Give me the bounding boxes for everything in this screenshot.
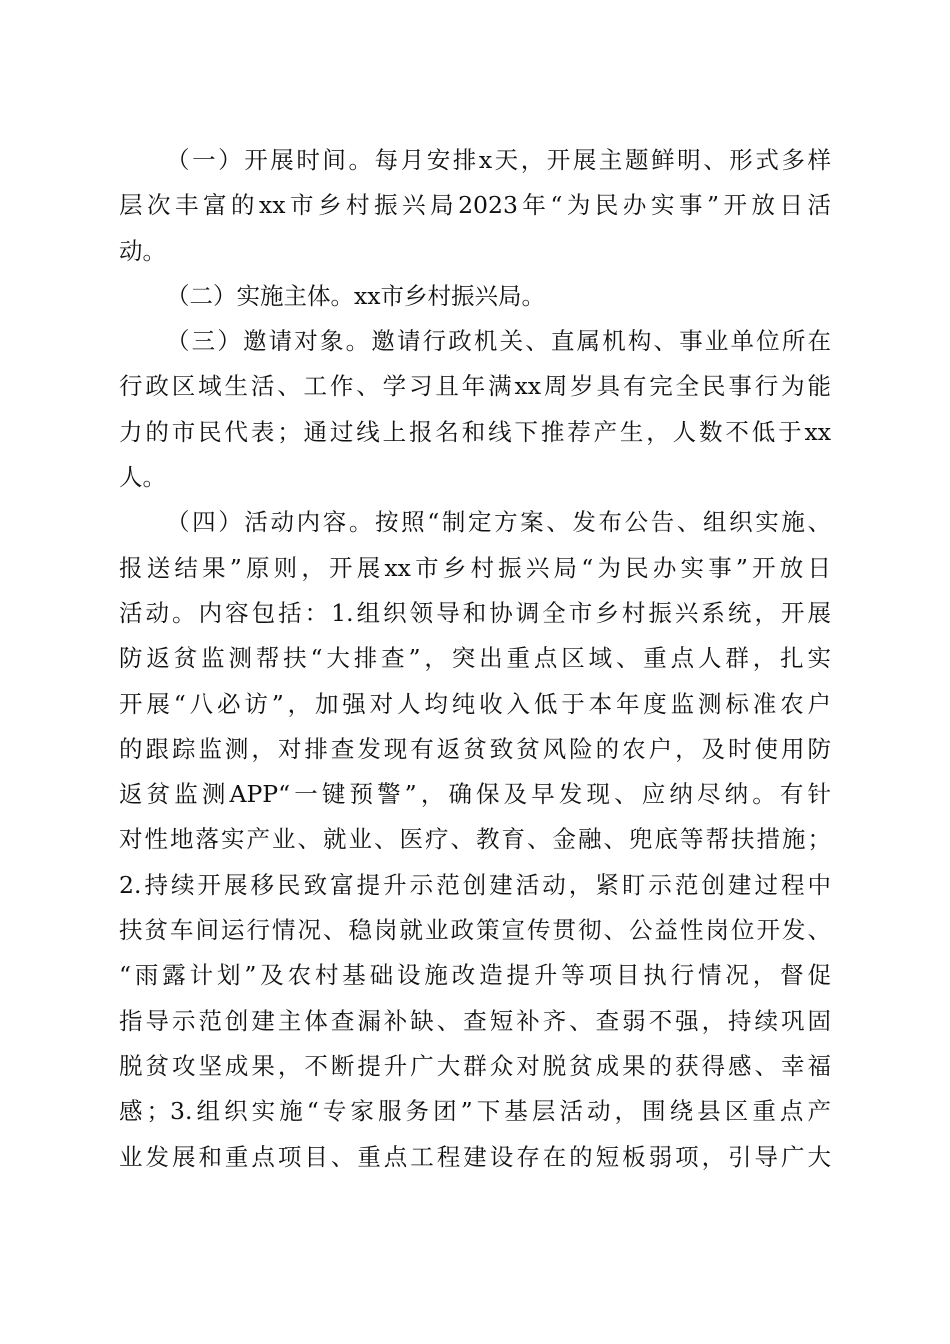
paragraph-line: 感；3.组织实施“专家服务团”下基层活动，围绕县区重点产: [119, 1097, 831, 1126]
paragraph-line: 防返贫监测帮扶“大排查”，突出重点区域、重点人群，扎实: [119, 644, 831, 673]
paragraph-line: 的跟踪监测，对排查发现有返贫致贫风险的农户，及时使用防: [119, 734, 831, 763]
paragraph-line: 活动。内容包括：1.组织领导和协调全市乡村振兴系统，开展: [119, 598, 831, 627]
paragraph-line: 对性地落实产业、就业、医疗、教育、金融、兜底等帮扶措施；: [119, 825, 831, 854]
paragraph-line: 行政区域生活、工作、学习且年满xx周岁具有完全民事行为能: [119, 372, 831, 401]
paragraph-invitees: [119, 319, 831, 500]
paragraph-line: 返贫监测APP“一键预警”，确保及早发现、应纳尽纳。有针: [119, 780, 831, 809]
document-body: [119, 138, 831, 1180]
paragraph-line: 层次丰富的xx市乡村振兴局2023年“为民办实事”开放日活: [119, 191, 831, 220]
paragraph-line: 动。: [119, 236, 166, 265]
paragraph-line: 开展“八必访”，加强对人均纯收入低于本年度监测标准农户: [119, 689, 831, 718]
paragraph-line: （一）开展时间。每月安排x天，开展主题鲜明、形式多样: [166, 146, 831, 174]
paragraph-line: 指导示范创建主体查漏补缺、查短补齐、查弱不强，持续巩固: [119, 1006, 831, 1035]
paragraph-activities: [119, 500, 831, 1179]
paragraph-line: 2.持续开展移民致富提升示范创建活动，紧盯示范创建过程中: [119, 870, 831, 899]
paragraph-line: 业发展和重点项目、重点工程建设存在的短板弱项，引导广大: [119, 1142, 831, 1171]
paragraph-schedule: [119, 138, 831, 274]
paragraph-line: 扶贫车间运行情况、稳岗就业政策宣传贯彻、公益性岗位开发、: [119, 916, 831, 945]
paragraph-line: 力的市民代表；通过线上报名和线下推荐产生，人数不低于xx: [119, 417, 831, 446]
paragraph-line: （四）活动内容。按照“制定方案、发布公告、组织实施、: [166, 508, 831, 537]
paragraph-line: “雨露计划”及农村基础设施改造提升等项目执行情况，督促: [119, 961, 831, 990]
paragraph-line: 脱贫攻坚成果，不断提升广大群众对脱贫成果的获得感、幸福: [119, 1051, 831, 1080]
paragraph-line: （二）实施主体。xx市乡村振兴局。: [166, 281, 546, 310]
paragraph-line: （三）邀请对象。邀请行政机关、直属机构、事业单位所在: [166, 327, 831, 356]
paragraph-line: 人。: [119, 463, 166, 492]
paragraph-organizer: [119, 274, 831, 319]
paragraph-line: 报送结果”原则，开展xx市乡村振兴局“为民办实事”开放日: [119, 553, 831, 582]
